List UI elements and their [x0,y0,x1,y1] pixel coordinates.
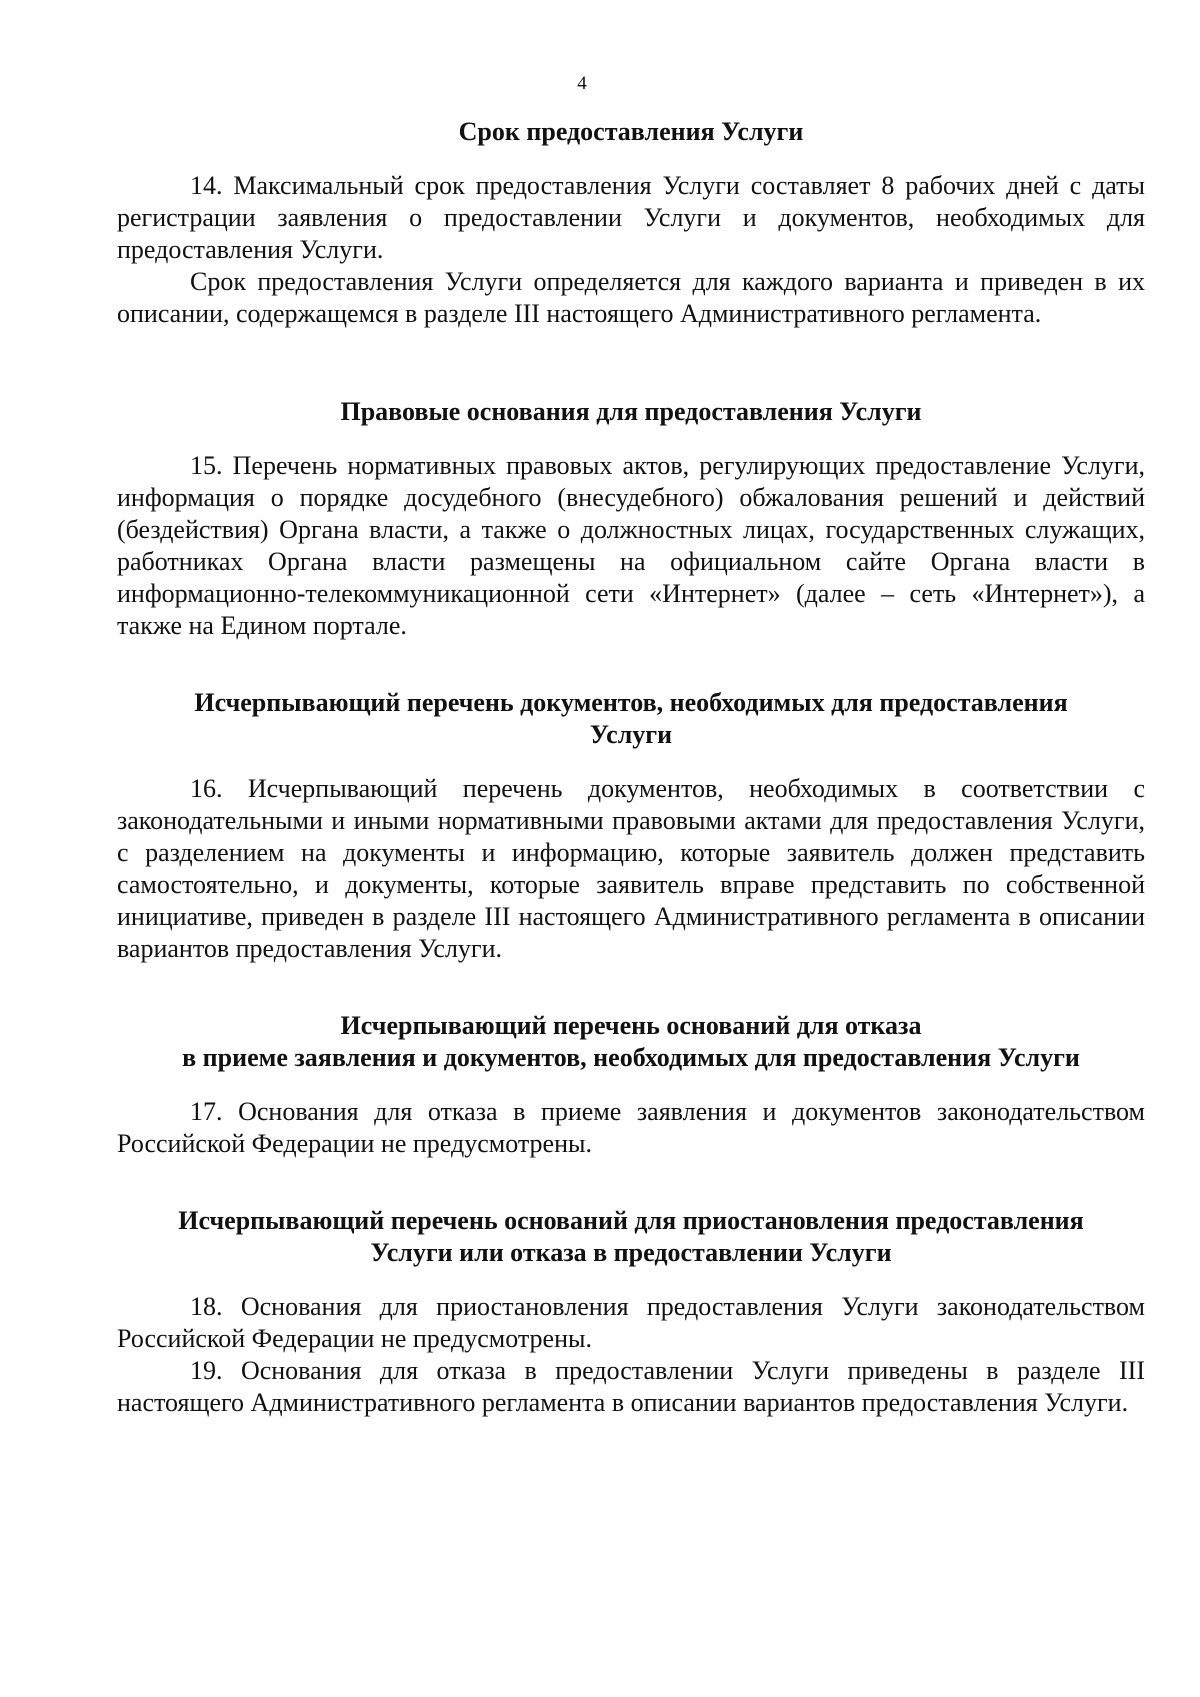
paragraph: 14. Максимальный срок предоставления Услуги составляет 8 рабочих дней с даты регистрации заявления о предоставлении Услуги и документов, необходимых для предоставления Услуги. [117,171,1145,264]
section-heading: Услуги или отказа в предоставлении Услуги [370,1238,892,1267]
paragraph: 18. Основания для приостановления предоставления Услуги законодательством Российской Федерации не предусмотрены. [117,1292,1145,1353]
section-heading: в приеме заявления и документов, необходимых для предоставления Услуги [182,1043,1080,1072]
paragraph: Срок предоставления Услуги определяется для каждого варианта и приведен в их описании, содержащемся в разделе III настоящего Административного регламента. [117,267,1145,328]
document-body [117,116,1145,1419]
paragraph: 19. Основания для отказа в предоставлении Услуги приведены в разделе III настоящего Административного регламента в описании вариантов предоставления Услуги. [117,1356,1145,1417]
section-refusal-of-acceptance [117,1010,1145,1160]
section-legal-basis [117,396,1145,642]
paragraph: 16. Исчерпывающий перечень документов, необходимых в соответствии с законодательными и иными нормативными правовыми актами для предоставления Услуги, с разделением на документы и информацию, которые заявитель должен представить самостоятельно, и документы, которые заявитель вправе представить по собственной инициативе, приведен в разделе III настоящего Административного регламента в описании вариантов предоставления Услуги. [117,774,1145,963]
paragraph: 15. Перечень нормативных правовых актов, регулирующих предоставление Услуги, информация о порядке досудебного (внесудебного) обжалования решений и действий (бездействия) Органа власти, а также о должностных лицах, государственных служащих, работниках Органа власти размещены на официальном сайте Органа власти в информационно-телекоммуникационной сети «Интернет» (далее – сеть «Интернет»), а также на Едином портале. [117,451,1145,640]
section-service-term [117,116,1145,330]
section-heading: Срок предоставления Услуги [458,117,804,146]
section-heading: Исчерпывающий перечень оснований для приостановления предоставления [178,1206,1084,1235]
section-heading: Исчерпывающий перечень документов, необходимых для предоставления [194,688,1068,717]
section-heading: Исчерпывающий перечень оснований для отказа [340,1011,922,1040]
section-heading: Услуги [589,720,673,749]
paragraph: 17. Основания для отказа в приеме заявления и документов законодательством Российской Федерации не предусмотрены. [117,1097,1145,1158]
section-suspension-or-refusal [117,1205,1145,1419]
section-heading: Правовые основания для предоставления Услуги [340,397,922,426]
page-number: 4 [577,73,587,94]
section-required-documents [117,687,1145,965]
